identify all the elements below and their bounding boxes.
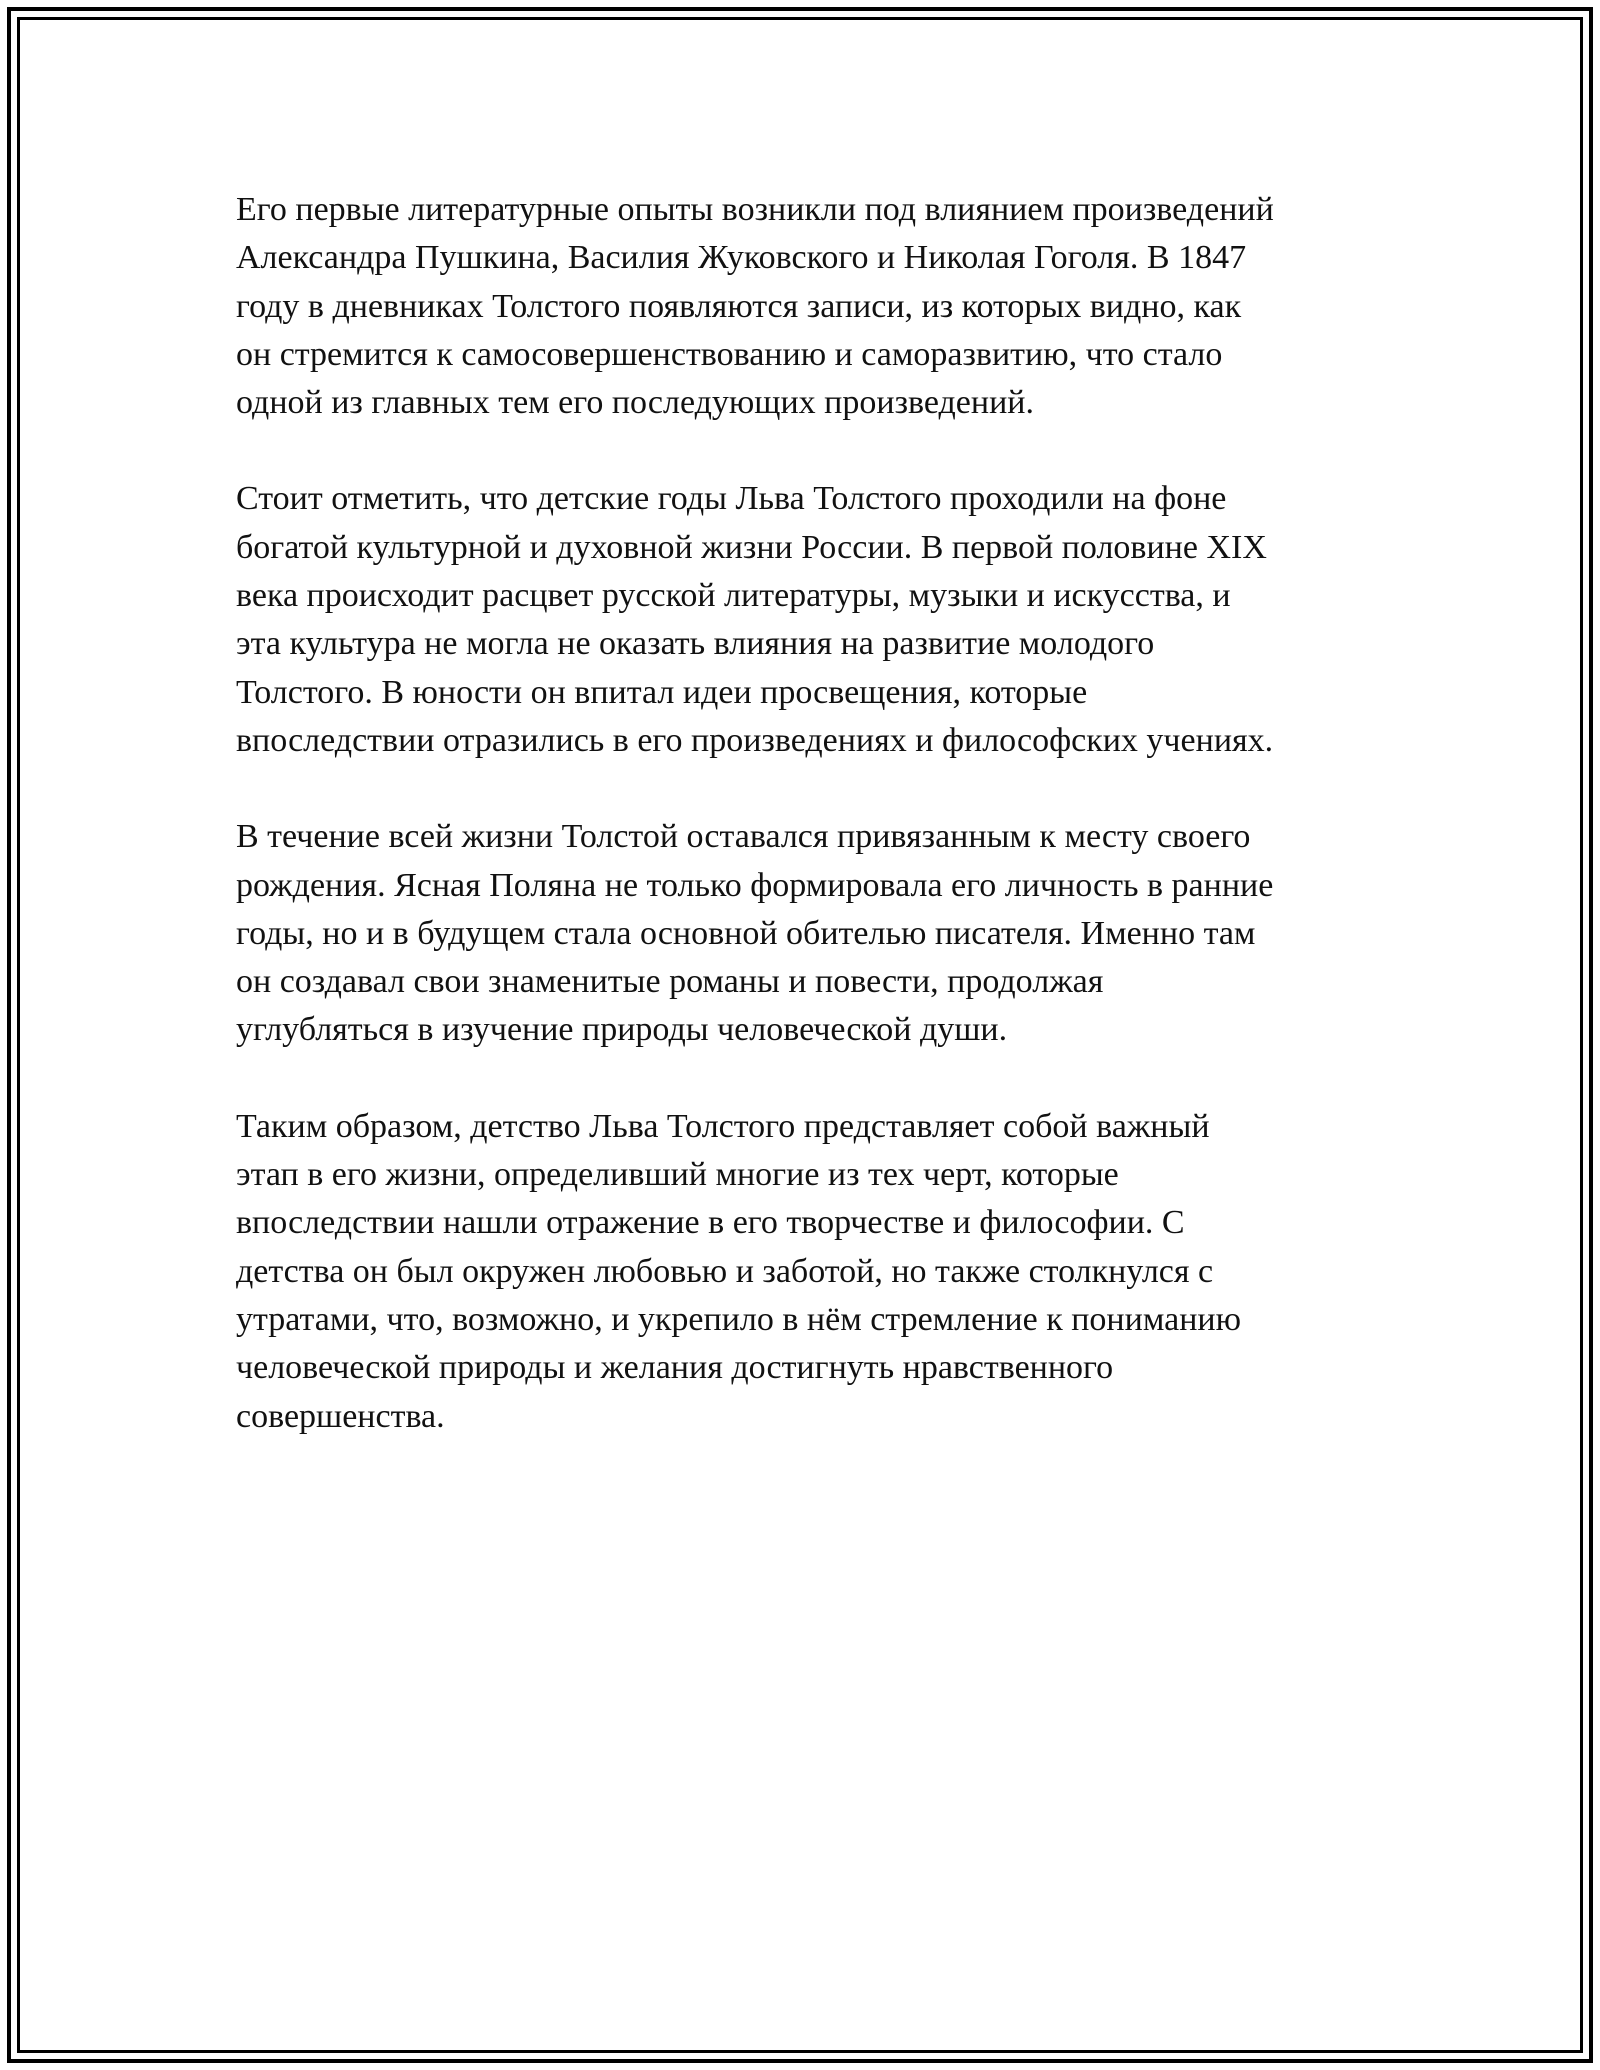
paragraph-conclusion: Таким образом, детство Льва Толстого представляет собой важный этап в его жизни, определивший многие из тех черт, которые впоследствии нашли отражение в его творчестве и философии. С детства он был окружен любовью и заботой, но также столкнулся с утратами, что, возможно, и укрепило в нём стремление к пониманию человеческой природы и желания достигнуть нравственного совершенства. [236, 1107, 1241, 1435]
paragraph-yasnaya-polyana: В течение всей жизни Толстой оставался привязанным к месту своего рождения. Ясная Поляна не только формировала его личность в ранние годы, но и в будущем стала основной обителью писателя. Именно там он создавал свои знаменитые романы и повести, продолжая углубляться в изучение природы человеческой души. [236, 818, 1274, 1049]
paragraph-childhood-culture: Стоит отметить, что детские годы Льва Толстого проходили на фоне богатой культурной и духовной жизни России. В первой половине XIX века происходит расцвет русской литературы, музыки и искусства, и эта культура не могла не оказать влияния на развитие молодого Толстого. В юности он впитал идеи просвещения, которые впоследствии отразились в его произведениях и философских учениях. [236, 480, 1274, 759]
document-body [236, 186, 1376, 1489]
paragraph-literary-beginnings: Его первые литературные опыты возникли под влиянием произведений Александра Пушкина, Василия Жуковского и Николая Гоголя. В 1847 году в дневниках Толстого появляются записи, из которых видно, как он стремится к самосовершенствованию и саморазвитию, что стало одной из главных тем его последующих произведений. [236, 191, 1274, 422]
